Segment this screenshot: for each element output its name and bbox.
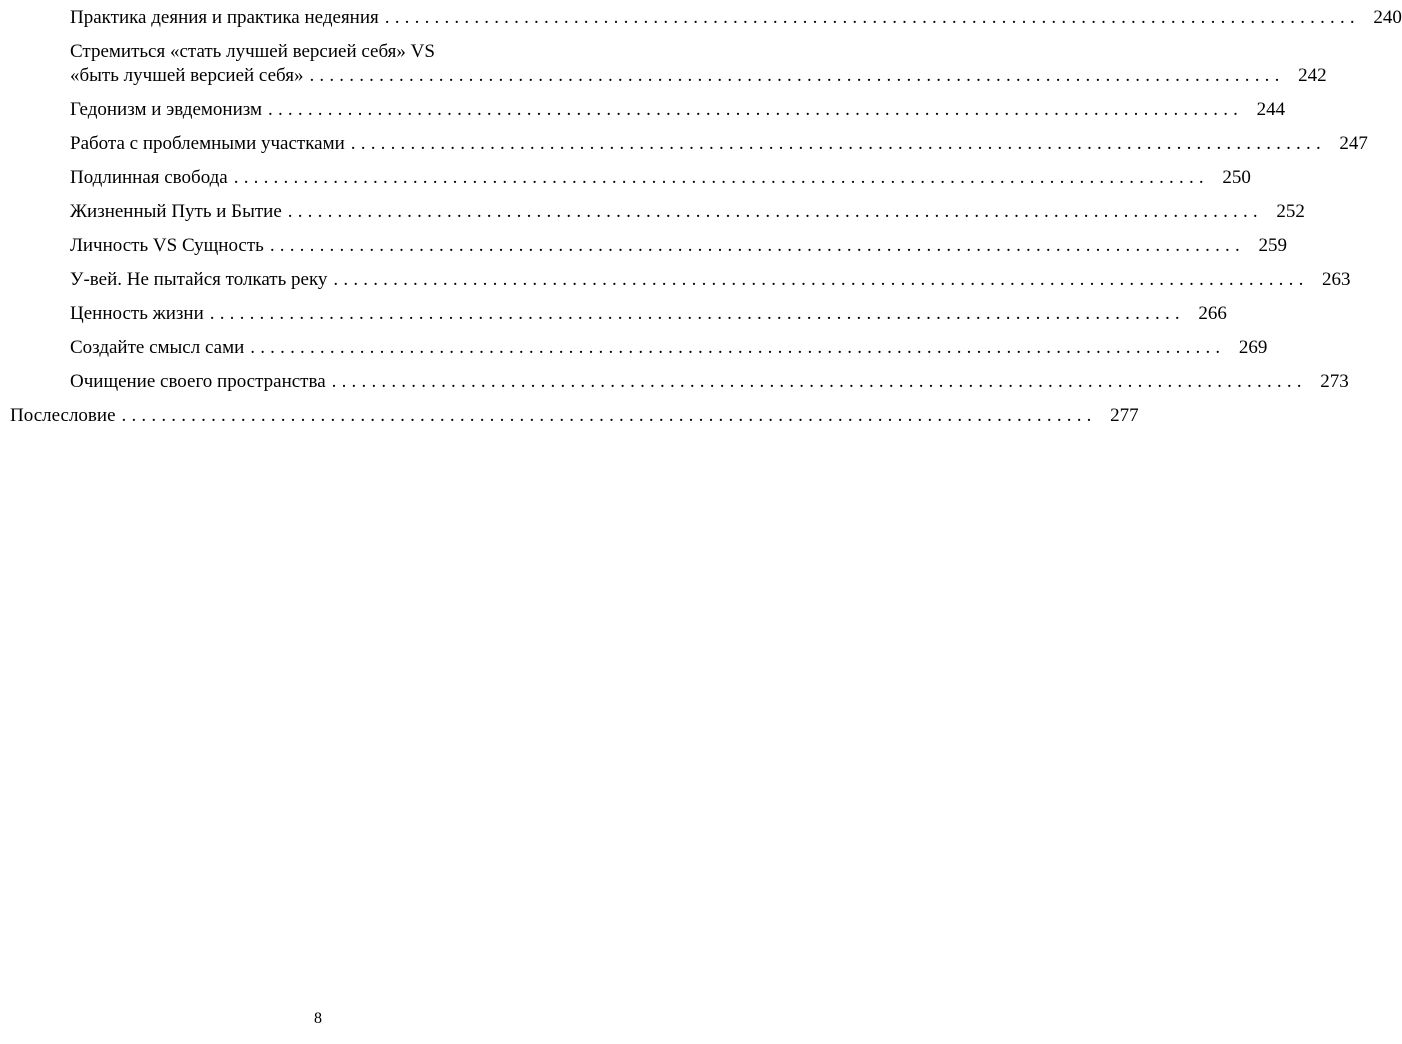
dot-leader: ..................................................................................................	[209, 303, 1185, 324]
toc-entry-title: Ценность жизни	[70, 303, 204, 324]
toc-entry-title-line1: Стремиться «стать лучшей версией себя» VS	[70, 41, 435, 62]
toc-entry-title: Практика деяния и практика недеяния	[70, 7, 379, 28]
toc-entry-page: 269	[1238, 337, 1268, 358]
toc-entry-page: 247	[1339, 133, 1368, 154]
toc-entry[interactable]	[0, 6, 1402, 40]
toc-entry-page: 259	[1258, 235, 1287, 256]
page-number: 8	[314, 1010, 322, 1027]
dot-leader: ..................................................................................................	[331, 371, 1307, 392]
toc-entry-page: 242	[1298, 65, 1327, 86]
toc-entry-title-line2: «быть лучшей версией себя»	[70, 65, 304, 86]
toc-entry[interactable]	[0, 166, 1251, 200]
toc-entry[interactable]	[0, 234, 1287, 268]
toc-entry[interactable]	[0, 302, 1227, 336]
toc-entry-page: 252	[1276, 201, 1305, 222]
dot-leader: ..................................................................................................	[269, 235, 1245, 256]
toc-entry-page: 266	[1198, 303, 1227, 324]
dot-leader: ..................................................................................................	[384, 7, 1360, 28]
table-of-contents	[0, 6, 1402, 438]
toc-entry-page: 244	[1256, 99, 1286, 120]
dot-leader: ..................................................................................................	[268, 99, 1244, 120]
dot-leader: ..................................................................................................	[287, 201, 1263, 222]
dot-leader: ..................................................................................................	[350, 133, 1326, 154]
toc-entry-title: Подлинная свобода	[70, 167, 228, 188]
toc-entry-title: Личность VS Сущность	[70, 235, 264, 256]
toc-entry[interactable]	[0, 370, 1349, 404]
toc-entry-page: 263	[1322, 269, 1351, 290]
dot-leader: ..................................................................................................	[121, 405, 1097, 426]
toc-entry-title: Очищение своего пространства	[70, 371, 326, 392]
dot-leader: ..................................................................................................	[250, 337, 1226, 358]
toc-entry-afterword[interactable]	[0, 404, 1139, 438]
dot-leader: ..................................................................................................	[233, 167, 1209, 188]
toc-entry-title: У-вей. Не пытайся толкать реку	[70, 269, 328, 290]
toc-entry-title: Создайте смысл сами	[70, 337, 245, 358]
toc-entry-title: Послесловие	[10, 405, 116, 426]
toc-entry-page: 277	[1110, 405, 1139, 426]
toc-entry[interactable]	[0, 132, 1368, 166]
toc-entry[interactable]	[0, 268, 1351, 302]
toc-entry-page: 240	[1373, 7, 1402, 28]
toc-entry-title: Жизненный Путь и Бытие	[70, 201, 282, 222]
toc-entry[interactable]	[0, 98, 1286, 132]
toc-entry[interactable]	[0, 336, 1268, 370]
toc-entry[interactable]	[0, 40, 1327, 98]
toc-entry[interactable]	[0, 200, 1305, 234]
dot-leader: ..................................................................................................	[333, 269, 1309, 290]
toc-entry-page: 273	[1320, 371, 1349, 392]
toc-entry-page: 250	[1222, 167, 1251, 188]
toc-entry-title: Работа с проблемными участками	[70, 133, 345, 154]
toc-entry-title: Гедонизм и эвдемонизм	[70, 99, 263, 120]
dot-leader: ..................................................................................................	[309, 65, 1285, 86]
